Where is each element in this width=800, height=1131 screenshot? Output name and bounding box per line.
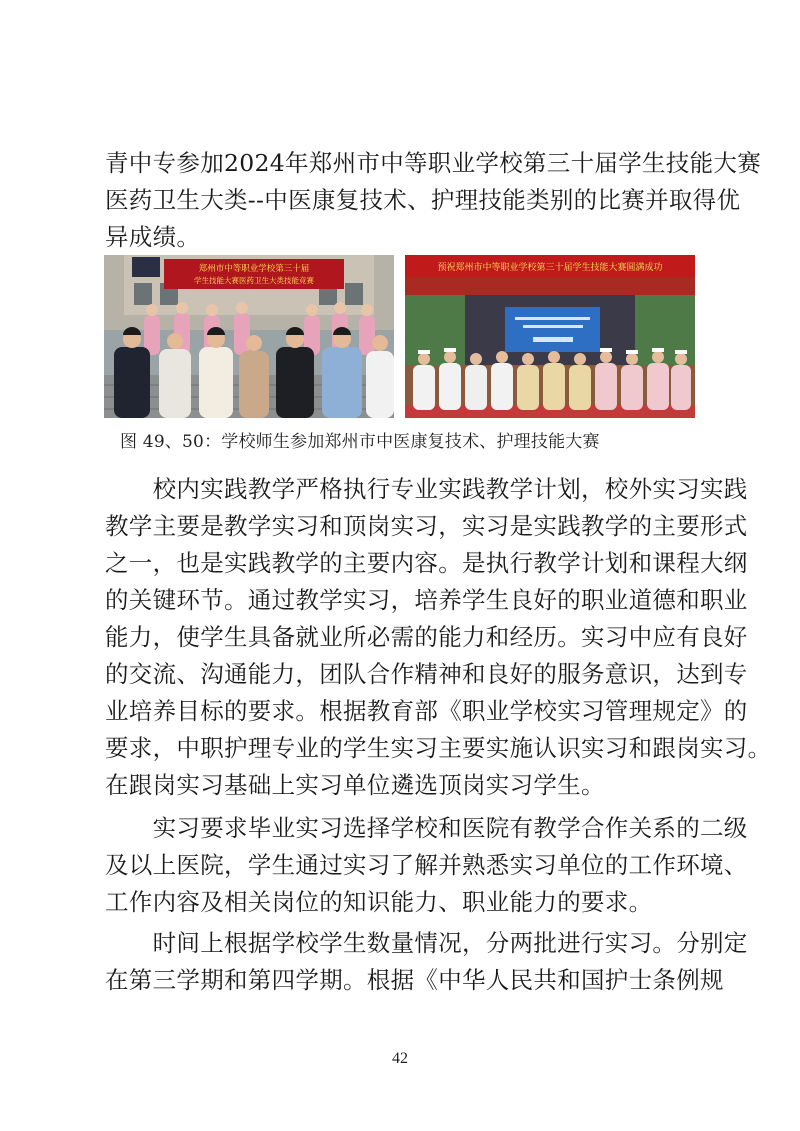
page-number: 42 <box>392 1050 408 1067</box>
body-line-1: 校内实践教学严格执行专业实践教学计划，校外实习实践 <box>105 475 748 503</box>
body-line-6: 的交流、沟通能力，团队合作精神和良好的服务意识，达到专 <box>105 660 748 688</box>
intro-line-1: 青中专参加2024年郑州市中等职业学校第三十届学生技能大赛 <box>105 149 762 177</box>
body-line-11: 及以上医院，学生通过实习了解并熟悉实习单位的工作环境、 <box>105 851 748 879</box>
photo-left-group <box>104 255 394 418</box>
photo-left-banner-1: 郑州市中等职业学校第三十届 <box>198 264 310 274</box>
intro-line-2: 医药卫生大类--中医康复技术、护理技能类别的比赛并取得优 <box>105 186 741 214</box>
body-line-12: 工作内容及相关岗位的知识能力、职业能力的要求。 <box>105 888 653 916</box>
body-line-5: 能力，使学生具备就业所必需的能力和经历。实习中应有良好 <box>105 623 748 651</box>
body-line-13: 时间上根据学校学生数量情况，分两批进行实习。分别定 <box>105 929 748 957</box>
intro-line-3: 异成绩。 <box>105 223 201 251</box>
body-line-4: 的关键环节。通过教学实习，培养学生良好的职业道德和职业 <box>105 586 748 614</box>
body-line-8: 要求，中职护理专业的学生实习主要实施认识实习和跟岗实习。 <box>105 734 772 762</box>
figure-caption: 图 49、50：学校师生参加郑州市中医康复技术、护理技能大赛 <box>120 432 600 452</box>
body-line-9: 在跟岗实习基础上实习单位遴选顶岗实习学生。 <box>105 771 605 799</box>
body-line-2: 教学主要是教学实习和顶岗实习，实习是实践教学的主要形式 <box>105 512 748 540</box>
photo-left-banner-2: 学生技能大赛医药卫生大类技能竞赛 <box>194 276 314 285</box>
photo-right-stage <box>405 255 695 418</box>
body-line-7: 业培养目标的要求。根据教育部《职业学校实习管理规定》的 <box>105 697 748 725</box>
body-line-3: 之一，也是实践教学的主要内容。是执行教学计划和课程大纲 <box>105 549 748 577</box>
body-line-14: 在第三学期和第四学期。根据《中华人民共和国护士条例规 <box>105 966 724 994</box>
photo-right-banner: 预祝郑州市中等职业学校第三十届学生技能大赛圆满成功 <box>437 263 663 273</box>
body-line-10: 实习要求毕业实习选择学校和医院有教学合作关系的二级 <box>105 814 748 842</box>
